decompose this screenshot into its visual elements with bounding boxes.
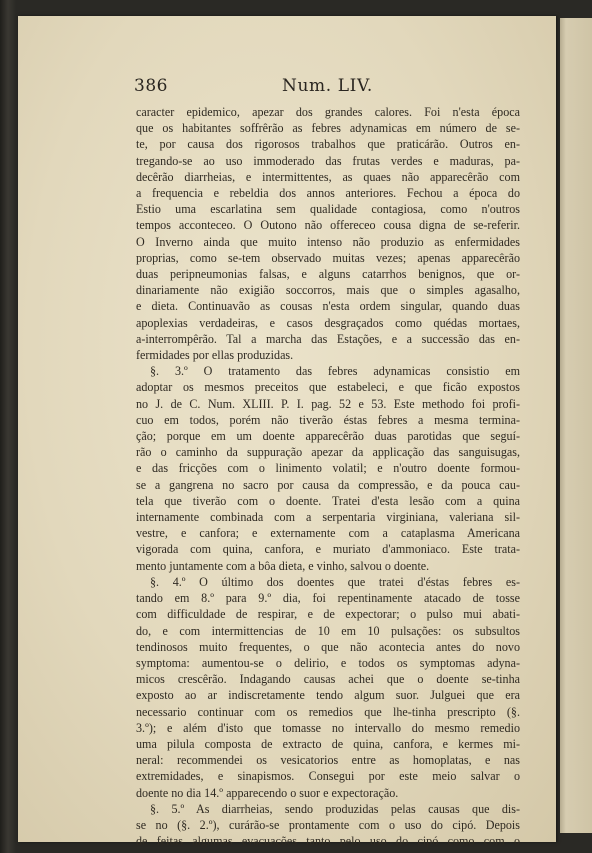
text-line: neral: recommendei os vesicatorios entre as homoplatas, e nas bbox=[136, 753, 520, 768]
text-line: 3.º); e além d'isto que tomasse no intervallo do mesmo remedio bbox=[136, 720, 520, 735]
text-line: exposto ao ar indiscretamente tendo algum suor. Julguei que era bbox=[136, 688, 520, 703]
text-line: mento juntamente com a bôa dieta, e vinho, salvou o doente. bbox=[136, 558, 430, 573]
text-line: vestre, e canfora; e externamente com a cataplasma Americana bbox=[136, 526, 520, 541]
text-line: proprias, como se-tem observado muitas vezes; apenas apparecêrão bbox=[136, 250, 520, 265]
text-line: se a gangrena no sacro por causa da compressão, e da pouca cau- bbox=[136, 477, 520, 492]
text-line: cuo em todos, porém não tiverão éstas febres a mesma termina- bbox=[136, 412, 520, 427]
page-number: 386 bbox=[134, 76, 168, 96]
text-line: doente no dia 14.º apparecendo o suor e expectoração. bbox=[136, 785, 399, 800]
text-line: caracter epidemico, apezar dos grandes calores. Foi n'esta época bbox=[136, 105, 520, 119]
text-line: fermidades por ellas produzidas. bbox=[136, 348, 294, 363]
text-line: a frequencia e rebeldia dos annos anteriores. Fechou a época do bbox=[136, 186, 520, 201]
text-line: tregando-se ao uso immoderado das frutas verdes e maduras, pa- bbox=[136, 153, 520, 168]
text-line: se no (§. 2.º), curárão-se prontamente com o uso do cipó. Depois bbox=[136, 817, 520, 832]
text-line: dinariamente não exigião soccorros, mais que o simples agasalho, bbox=[136, 283, 520, 298]
text-line: apoplexias verdadeiras, e casos desgraçados como quédas mortaes, bbox=[136, 315, 520, 330]
text-line: necessario continuar com os remedios que lhe-tinha prescripto (§. bbox=[136, 704, 520, 719]
page-header bbox=[118, 76, 418, 100]
text-line: symptoma: aumentou-se o delirio, e todos os symptomas adyna- bbox=[136, 655, 520, 670]
text-line: de feitas algumas evacuações tanto pelo uso do cipó como com o bbox=[136, 834, 520, 849]
text-line: te, por causa dos rigorosos trabalhos que praticárão. Outros en- bbox=[136, 137, 520, 152]
text-line: adoptar os mesmos preceitos que estabeleci, e que ficão expostos bbox=[136, 380, 520, 395]
text-line: que os habitantes soffrêrão as febres adynamicas em número de se- bbox=[136, 121, 520, 136]
text-line: internamente combinada com a serpentaria virginiana, valeriana sil- bbox=[136, 510, 520, 525]
text-line: ção; porque em um doente apparecêrão duas parotidas que seguí- bbox=[136, 429, 520, 444]
running-title: Num. LIV. bbox=[282, 76, 373, 96]
text-line: extremidades, e sinapismos. Consegui por este meio salvar o bbox=[136, 769, 520, 784]
text-line: micos crescêrão. Indagando causas achei que o doente se-tinha bbox=[136, 672, 520, 687]
text-line: a-interrompêrão. Tal a marcha das Estações, e a successão das en- bbox=[136, 331, 520, 346]
text-line: uma pilula composta de extracto de quina, canfora, e kermes mi- bbox=[136, 736, 520, 751]
text-line: e dieta. Continuavão as cousas n'esta ordem singular, quando duas bbox=[136, 299, 520, 314]
text-line: Estio uma escarlatina sem qualidade contagiosa, como n'outros bbox=[136, 202, 520, 217]
text-line: tando em 8.º para 9.º dia, foi repentinamente atacado de tosse bbox=[136, 591, 520, 606]
text-line: rão o caminho da suppuração apezar da applicação das sanguisugas, bbox=[136, 445, 520, 460]
text-line: no J. de C. Num. XLIII. P. I. pag. 52 e 53. Este methodo foi profi- bbox=[136, 396, 520, 411]
text-line: O Inverno ainda que muito intenso não produzio as enfermidades bbox=[136, 234, 520, 249]
text-line: §. 3.º O tratamento das febres adynamicas consistio em bbox=[150, 364, 520, 379]
text-line: tempos acconteceo. O Outono não offereceo cousa digna de se-referir. bbox=[136, 218, 520, 233]
text-line: decêrão diarrheias, e intermittentes, as quaes não apparecêrão com bbox=[136, 169, 520, 184]
text-line: duas peripneumonias falsas, e alguns catarrhos benignos, que or- bbox=[136, 267, 520, 282]
text-line: tendinosos muito frequentes, o que não acontecia antes do novo bbox=[136, 639, 520, 654]
text-line: e das fricções com o linimento volatil; e n'outro doente formou- bbox=[136, 461, 520, 476]
text-line: §. 5.º As diarrheias, sendo produzidas pelas causas que dis- bbox=[150, 801, 520, 816]
text-line: §. 4.º O último dos doentes que tratei d'éstas febres es- bbox=[150, 574, 520, 589]
text-line: com difficuldade de respirar, e de expectorar; o pulso mui abati- bbox=[136, 607, 520, 622]
text-line: vigorada com quina, canfora, e muriato d'ammoniaco. Este trata- bbox=[136, 542, 520, 557]
text-line: tela que tiverão com o doente. Tratei d'esta lesão com a quina bbox=[136, 493, 520, 508]
text-line: do, e com intermittencias de 10 em 10 pulsações: os subsultos bbox=[136, 623, 520, 638]
adjacent-page-edge bbox=[560, 18, 592, 833]
body-text bbox=[136, 104, 520, 849]
